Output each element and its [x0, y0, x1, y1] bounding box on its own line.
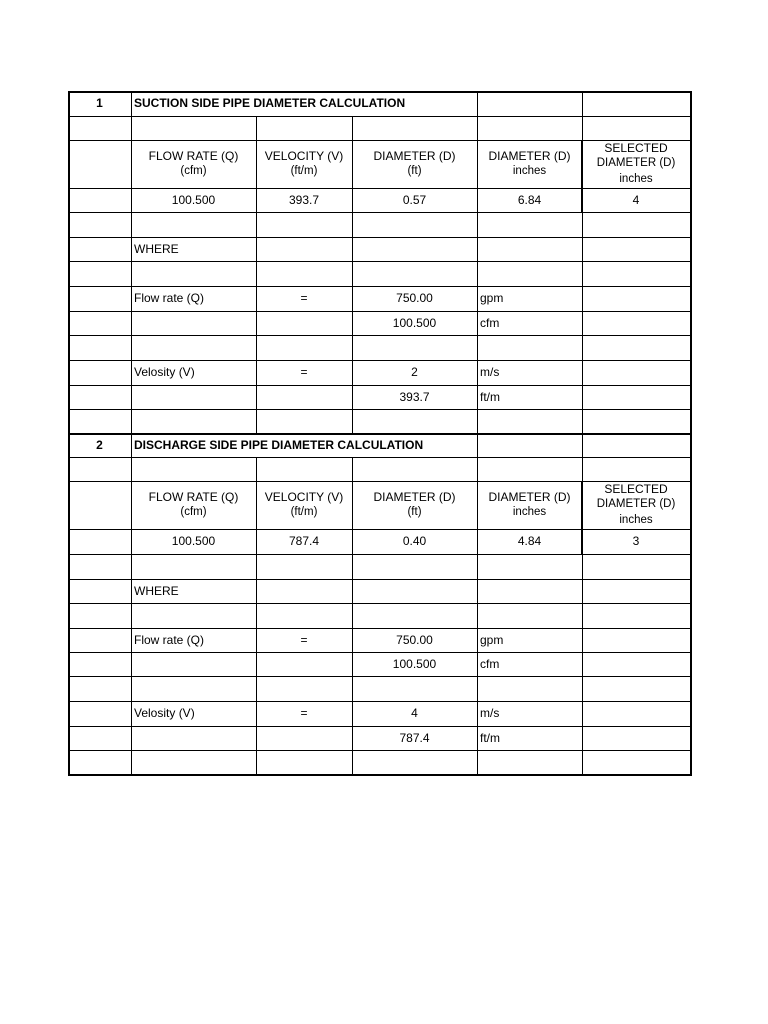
header-diameter-ft-line: DIAMETER (D) — [373, 489, 456, 504]
header-flow-rate-line: FLOW RATE (Q) — [148, 489, 239, 504]
velocity-ftm-unit: ft/m — [480, 389, 500, 404]
velocity-ms-unit: m/s — [480, 706, 500, 720]
where-label: WHERE — [134, 583, 179, 598]
col-line — [690, 433, 692, 776]
flow-rate-cfm-value: 100.500 — [392, 315, 437, 330]
header-velocity-line: (ft/m) — [290, 506, 318, 518]
header-flow-rate — [131, 140, 256, 188]
header-diameter-in-line: DIAMETER (D) — [488, 148, 571, 163]
row-line — [68, 409, 690, 410]
row-line — [68, 676, 690, 677]
velocity-equals: = — [300, 706, 308, 720]
flow-rate-gpm-unit: gpm — [480, 291, 504, 305]
header-velocity — [256, 140, 352, 188]
header-velocity-line: (ft/m) — [290, 165, 318, 177]
result-diameter-in: 4.84 — [517, 534, 542, 548]
header-selected-diameter-line: DIAMETER (D) — [596, 498, 676, 511]
col-line — [690, 91, 692, 435]
result-diameter-ft: 0.40 — [402, 534, 427, 548]
velocity-ftm-value: 787.4 — [399, 730, 430, 745]
header-flow-rate-line: (cfm) — [180, 165, 207, 177]
header-diameter-ft — [352, 481, 477, 529]
header-diameter-ft — [352, 140, 477, 188]
velocity-label: Velosity (V) — [134, 365, 195, 379]
header-diameter-ft-line: DIAMETER (D) — [373, 148, 456, 163]
flow-rate-cfm-unit: cfm — [480, 656, 500, 671]
row-line — [68, 335, 690, 336]
result-flow-rate: 100.500 — [171, 192, 216, 207]
flow-rate-label: Flow rate (Q) — [134, 291, 205, 305]
row-line — [68, 750, 690, 751]
header-diameter-in-line: DIAMETER (D) — [488, 489, 571, 504]
velocity-equals: = — [300, 365, 308, 379]
velocity-ms-value: 2 — [411, 365, 418, 379]
header-diameter-in — [477, 140, 582, 188]
section-number: 1 — [96, 96, 103, 110]
row-line — [68, 212, 690, 213]
flow-rate-gpm-value: 750.00 — [396, 632, 433, 647]
header-flow-rate-line: (cfm) — [180, 506, 207, 518]
header-flow-rate-line: FLOW RATE (Q) — [148, 148, 239, 163]
col-line — [68, 91, 70, 435]
row-line — [68, 261, 690, 262]
flow-rate-equals: = — [300, 632, 308, 647]
header-diameter-in-line: inches — [512, 506, 547, 518]
flow-rate-cfm-value: 100.500 — [392, 656, 437, 671]
result-selected-diameter: 3 — [632, 534, 640, 548]
velocity-ftm-value: 393.7 — [399, 389, 430, 404]
row-line — [68, 603, 690, 604]
section-number: 2 — [96, 437, 103, 452]
col-line — [68, 433, 70, 776]
result-diameter-ft: 0.57 — [402, 192, 427, 207]
velocity-ftm-unit: ft/m — [480, 730, 500, 745]
header-selected-diameter-line: inches — [619, 172, 653, 185]
header-selected-diameter-line: SELECTED — [604, 481, 668, 496]
velocity-label: Velosity (V) — [134, 706, 195, 720]
flow-rate-gpm-unit: gpm — [480, 632, 504, 647]
header-selected-diameter — [582, 140, 690, 188]
flow-rate-gpm-value: 750.00 — [396, 291, 433, 305]
row-line — [68, 116, 690, 117]
header-selected-diameter-line: SELECTED — [604, 140, 668, 155]
header-velocity-line: VELOCITY (V) — [264, 489, 344, 504]
header-diameter-ft-line: (ft) — [407, 506, 422, 518]
header-diameter-ft-line: (ft) — [407, 165, 422, 177]
header-selected-diameter-line: inches — [619, 513, 653, 526]
result-velocity: 393.7 — [288, 192, 320, 207]
where-label: WHERE — [134, 241, 179, 256]
header-selected-diameter-line: DIAMETER (D) — [596, 157, 676, 170]
result-selected-diameter: 4 — [632, 192, 640, 207]
flow-rate-label: Flow rate (Q) — [134, 632, 205, 647]
row-line — [68, 554, 690, 555]
section-title: DISCHARGE SIDE PIPE DIAMETER CALCULATION — [134, 437, 424, 452]
header-selected-diameter — [582, 481, 690, 529]
header-velocity-line: VELOCITY (V) — [264, 148, 344, 163]
result-velocity: 787.4 — [288, 534, 320, 548]
flow-rate-equals: = — [300, 291, 308, 305]
velocity-ms-unit: m/s — [480, 365, 500, 379]
header-diameter-in — [477, 481, 582, 529]
header-velocity — [256, 481, 352, 529]
row-line — [68, 774, 690, 776]
result-diameter-in: 6.84 — [517, 192, 542, 207]
header-diameter-in-line: inches — [512, 165, 547, 177]
velocity-ms-value: 4 — [411, 706, 418, 720]
header-flow-rate — [131, 481, 256, 529]
section-title: SUCTION SIDE PIPE DIAMETER CALCULATION — [134, 96, 406, 110]
row-line — [68, 457, 690, 458]
result-flow-rate: 100.500 — [171, 534, 216, 548]
flow-rate-cfm-unit: cfm — [480, 315, 500, 330]
